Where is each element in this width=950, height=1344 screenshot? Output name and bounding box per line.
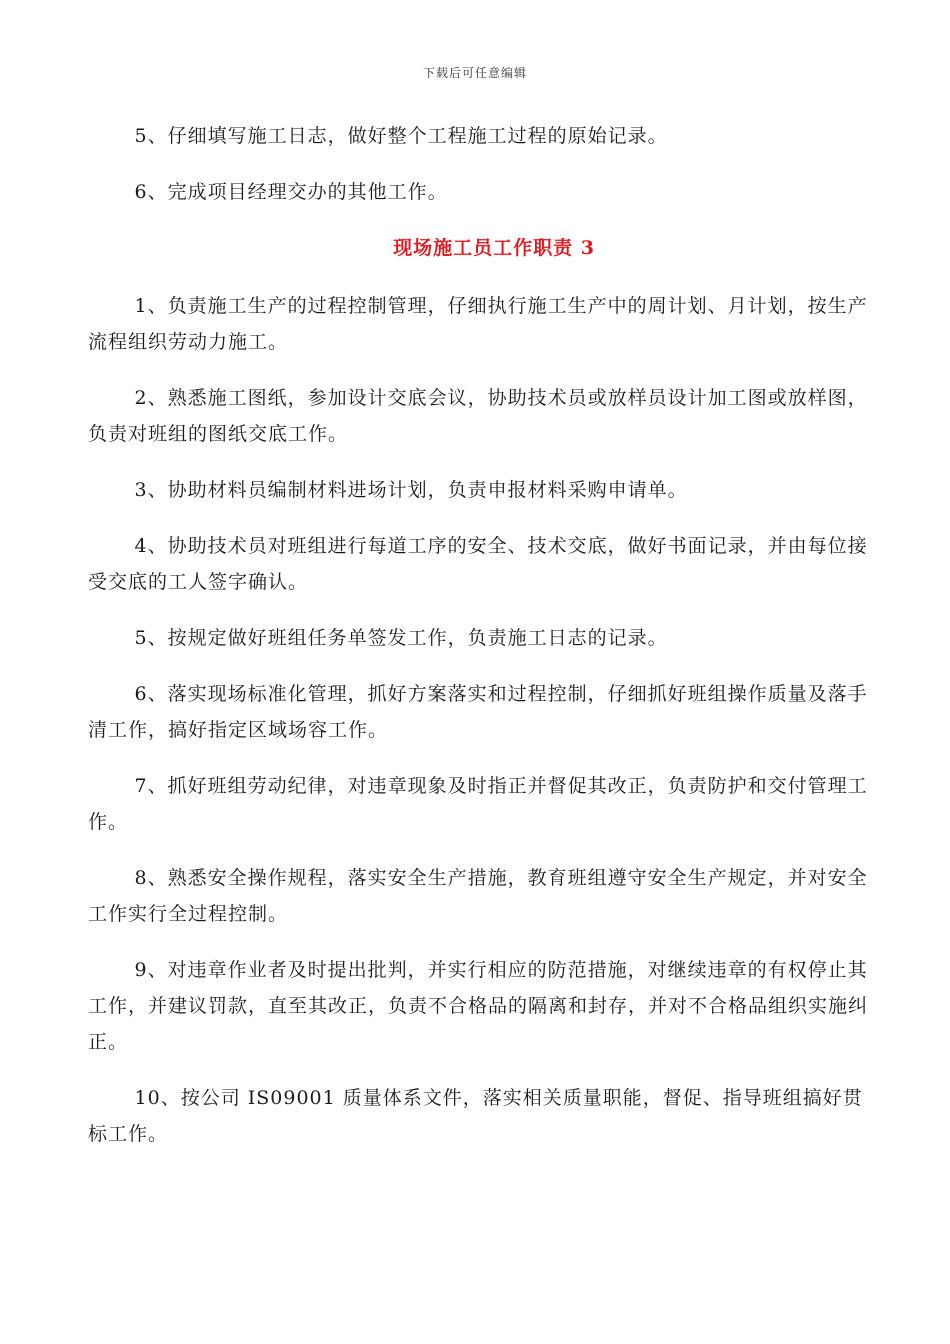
duty-paragraph-1: 1、负责施工生产的过程控制管理，仔细执行施工生产中的周计划、月计划，按生产流程组织劳动力施工。 xyxy=(88,295,868,353)
duty-paragraph-3: 3、协助材料员编制材料进场计划，负责申报材料采购申请单。 xyxy=(134,479,688,501)
duty-paragraph-2: 2、熟悉施工图纸，参加设计交底会议，协助技术员或放样员设计加工图或放样图，负责对班组的图纸交底工作。 xyxy=(88,387,868,445)
paragraph-intro-5: 5、仔细填写施工日志，做好整个工程施工过程的原始记录。 xyxy=(134,125,668,147)
duty-paragraph-8: 8、熟悉安全操作规程，落实安全生产措施，教育班组遵守安全生产规定，并对安全工作实行全过程控制。 xyxy=(88,867,868,925)
header-note: 下载后可任意编辑 xyxy=(422,66,527,80)
document-body xyxy=(88,118,872,1172)
duty-paragraph-10: 10、按公司 IS09001 质量体系文件，落实相关质量职能，督促、指导班组搞好贯标工作。 xyxy=(88,1087,863,1145)
duty-paragraph-5: 5、按规定做好班组任务单签发工作，负责施工日志的记录。 xyxy=(134,627,668,649)
duty-paragraph-7: 7、抓好班组劳动纪律，对违章现象及时指正并督促其改正，负责防护和交付管理工作。 xyxy=(88,775,868,833)
duty-paragraph-9: 9、对违章作业者及时提出批判，并实行相应的防范措施，对继续违章的有权停止其工作，并建议罚款，直至其改正，负责不合格品的隔离和封存，并对不合格品组织实施纠正。 xyxy=(88,959,869,1053)
duty-paragraph-4: 4、协助技术员对班组进行每道工序的安全、技术交底，做好书面记录，并由每位接受交底的工人签字确认。 xyxy=(88,535,868,593)
duty-paragraph-6: 6、落实现场标准化管理，抓好方案落实和过程控制，仔细抓好班组操作质量及落手清工作，搞好指定区域场容工作。 xyxy=(88,683,868,741)
paragraph-intro-6: 6、完成项目经理交办的其他工作。 xyxy=(134,181,448,203)
section-title: 现场施工员工作职责 3 xyxy=(393,237,595,259)
